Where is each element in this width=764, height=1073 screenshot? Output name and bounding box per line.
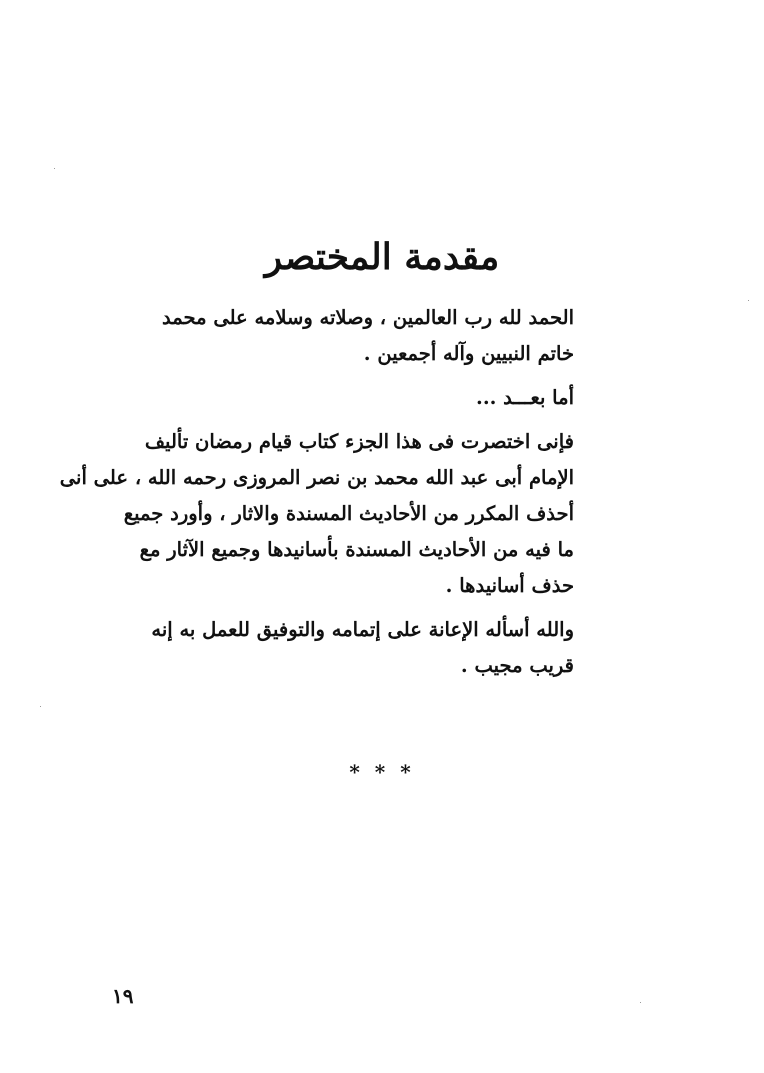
text-line: فإنى اختصرت فى هذا الجزء كتاب قيام رمضان تأليف <box>144 430 574 453</box>
paragraph-praise <box>161 300 596 372</box>
text-line: قريب مجيب . <box>460 654 574 677</box>
text-line: حذف أسانيدها . <box>445 574 574 597</box>
scan-speck <box>54 168 55 169</box>
section-title: مقدمة المختصر <box>264 236 500 278</box>
text-line: خاتم النبيين وآله أجمعين . <box>363 342 574 365</box>
text-line: أما بعـــد ... <box>476 386 574 409</box>
scan-speck <box>748 300 749 301</box>
page-number: ١٩ <box>112 984 134 1008</box>
paragraph-purpose <box>59 424 596 604</box>
body-text <box>59 300 596 684</box>
text-line: والله أسأله الإعانة على إتمامه والتوفيق للعمل به إنه <box>151 618 574 641</box>
scan-speck <box>640 1002 641 1003</box>
paragraph-supplication <box>151 612 596 684</box>
scan-speck <box>40 706 41 707</box>
section-separator: * * * <box>349 760 415 784</box>
text-line: أحذف المكرر من الأحاديث المسندة والاثار ، وأورد جميع <box>123 502 574 525</box>
text-line: الإمام أبى عبد الله محمد بن نصر المروزى رحمه الله ، على أنى <box>59 466 574 489</box>
text-line: ما فيه من الأحاديث المسندة بأسانيدها وجميع الآثار مع <box>139 538 574 561</box>
text-line: الحمد لله رب العالمين ، وصلاته وسلامه على محمد <box>161 306 574 329</box>
paragraph-transition <box>168 380 596 416</box>
